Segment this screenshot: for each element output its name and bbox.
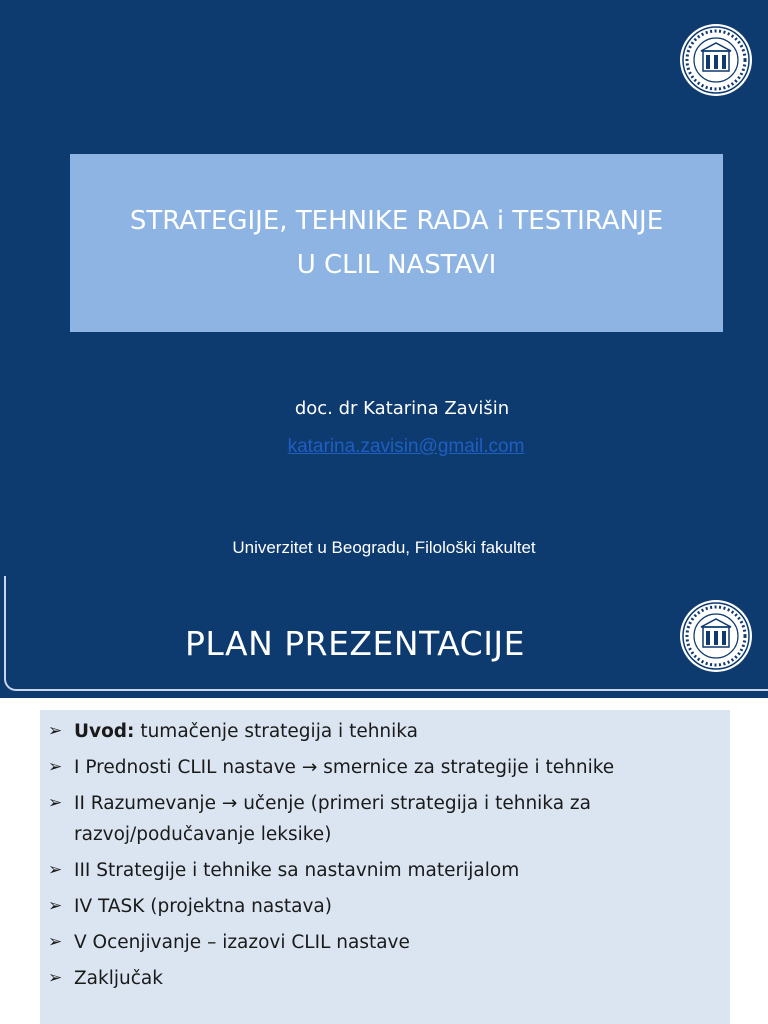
agenda-list — [40, 710, 730, 994]
agenda-item-text: II Razumevanje → učenje (primeri strategija i tehnika za razvoj/podučavanje leksike) — [74, 793, 591, 845]
author-name: doc. dr Katarina Zavišin — [294, 398, 510, 419]
agenda-item — [40, 927, 730, 958]
agenda-item-text: Zaključak — [74, 968, 163, 989]
title-line-1: STRATEGIJE, TEHNIKE RADA i TESTIRANJE — [129, 206, 664, 236]
arrow-bullet-icon: ➢ — [48, 757, 63, 777]
university-seal-icon — [678, 22, 754, 98]
arrow-bullet-icon: ➢ — [48, 932, 63, 952]
presentation-title — [70, 154, 723, 332]
agenda-item-text: III Strategije i tehnike sa nastavnim materijalom — [74, 860, 520, 881]
arrow-bullet-icon: ➢ — [48, 793, 63, 813]
agenda-item-bold: Uvod: — [74, 721, 135, 742]
title-line-2: U CLIL NASTAVI — [296, 250, 497, 280]
agenda-item — [40, 855, 730, 886]
arrow-bullet-icon: ➢ — [48, 860, 63, 880]
agenda-item-text: I Prednosti CLIL nastave → smernice za strategije i tehnike — [74, 757, 615, 778]
agenda-item — [40, 788, 730, 850]
arrow-bullet-icon: ➢ — [48, 721, 63, 741]
author-email-link[interactable]: katarina.zavisin@gmail.com — [287, 436, 525, 457]
agenda-item — [40, 716, 730, 747]
institution-name: Univerzitet u Beogradu, Filološki fakultet — [232, 538, 536, 557]
agenda-item-text: IV TASK (projektna nastava) — [74, 896, 332, 917]
agenda-title: PLAN PREZENTACIJE — [184, 624, 526, 663]
agenda-item — [40, 963, 730, 994]
agenda-slide — [0, 576, 768, 1024]
agenda-item-text: V Ocenjivanje – izazovi CLIL nastave — [74, 932, 410, 953]
agenda-item-text: tumačenje strategija i tehnika — [134, 721, 419, 742]
arrow-bullet-icon: ➢ — [48, 896, 63, 916]
agenda-item — [40, 891, 730, 922]
agenda-content — [40, 710, 730, 1024]
agenda-item — [40, 752, 730, 783]
arrow-bullet-icon: ➢ — [48, 968, 63, 988]
